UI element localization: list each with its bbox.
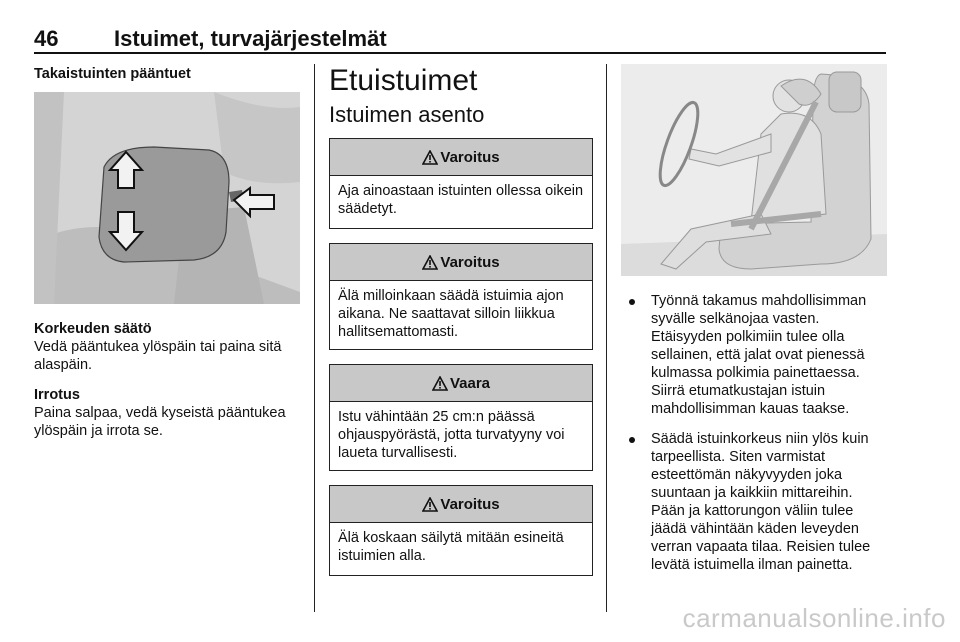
- removal-title: Irrotus: [34, 387, 80, 403]
- warning-header: [330, 139, 592, 176]
- list-item: [621, 430, 887, 574]
- section-heading: Istuimen asento: [329, 102, 485, 127]
- danger-text: Istu vähintään 25 cm:n päässä ohjauspyörästä, jotta turvatyyny voi laueta turvallisesti.: [338, 409, 565, 461]
- warning-header: [330, 486, 592, 523]
- driver-seating-illustration: [621, 64, 887, 276]
- warning-triangle-icon: [422, 497, 438, 512]
- warning-text: Älä koskaan säilytä mitään esineitä istuimien alla.: [338, 530, 564, 564]
- right-column: [621, 64, 887, 586]
- danger-header: [330, 365, 592, 402]
- page-number: 46: [34, 26, 59, 51]
- column-divider-left: [314, 64, 315, 612]
- section-heading: Takaistuinten pääntuet: [34, 66, 191, 82]
- warning-label: Varoitus: [440, 148, 500, 166]
- warning-box: [329, 138, 593, 229]
- list-item-text: Työnnä takamus mahdollisimman syvälle selkänojaa vasten. Etäisyyden polkimiin tulee olla sellainen, että jalat ovat pienessä kulmassa polkimia painettaessa. Siirrä etumatkustajan istuin mahdollisimman kauas taakse.: [651, 293, 867, 417]
- warning-box: [329, 485, 593, 576]
- warning-triangle-icon: [422, 255, 438, 270]
- height-adjust-title: Korkeuden säätö: [34, 321, 152, 337]
- height-adjust-section: [34, 320, 300, 374]
- bullet-icon: [629, 299, 635, 305]
- warning-text: Aja ainoastaan istuinten ollessa oikein säädetyt.: [338, 183, 584, 217]
- chapter-heading: Etuistuimet: [329, 64, 478, 97]
- middle-column: [329, 64, 593, 576]
- height-adjust-text: Vedä pääntukea ylöspäin tai paina sitä alaspäin.: [34, 339, 282, 373]
- warning-triangle-icon: [432, 376, 448, 391]
- removal-text: Paina salpaa, vedä kyseistä pääntukea ylöspäin ja irrota se.: [34, 405, 286, 439]
- removal-section: [34, 386, 300, 440]
- left-column: [34, 66, 300, 440]
- page-title: Istuimet, turvajärjestelmät: [114, 26, 387, 51]
- warning-box: [329, 243, 593, 350]
- warning-header: [330, 244, 592, 281]
- headrest-illustration: [34, 92, 300, 304]
- list-item-text: Säädä istuinkorkeus niin ylös kuin tarpeellista. Siten varmistat esteettömän näkyvyyden joka suuntaan ja kaikkiin mittareihin. Pään ja kattorungon väliin tulee jäädä vähintään käden leveyden verran vapaata tilaa. Reisien tulee levätä istuimella ilman painetta.: [651, 431, 871, 573]
- header-rule: [34, 52, 886, 54]
- danger-label: Vaara: [449, 374, 491, 392]
- danger-box: [329, 364, 593, 471]
- bullet-icon: [629, 437, 635, 443]
- instruction-list: [621, 292, 887, 574]
- warning-text: Älä milloinkaan säädä istuimia ajon aikana. Ne saattavat silloin liikkua hallitsemattomasti.: [338, 288, 564, 340]
- warning-label: Varoitus: [440, 253, 500, 271]
- list-item: [621, 292, 887, 418]
- warning-triangle-icon: [422, 150, 438, 165]
- warning-label: Varoitus: [440, 495, 500, 513]
- column-divider-right: [606, 64, 607, 612]
- watermark: carmanualsonline.info: [682, 603, 946, 633]
